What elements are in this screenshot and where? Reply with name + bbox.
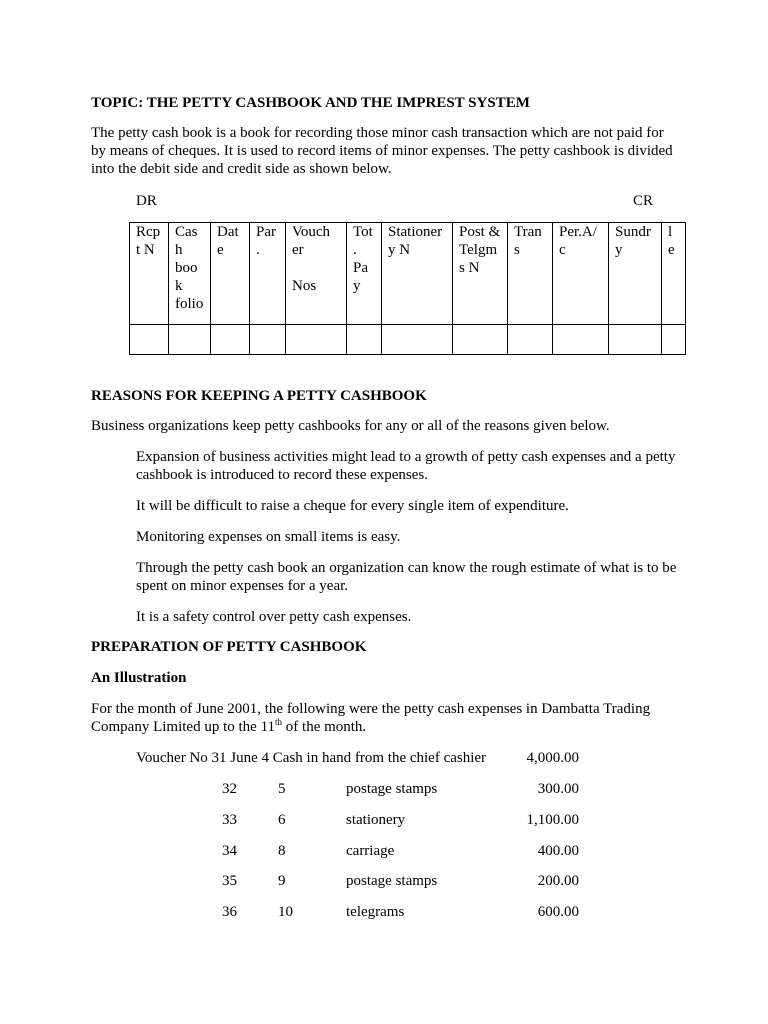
ordinal-suffix: th bbox=[275, 717, 283, 727]
header-line: Tran bbox=[514, 224, 542, 240]
table-cell bbox=[453, 325, 508, 355]
table-header-cell bbox=[286, 223, 347, 325]
header-line: Nos bbox=[292, 278, 317, 294]
table-header-row bbox=[130, 223, 686, 325]
illustration-paragraph bbox=[91, 700, 681, 736]
header-line: . bbox=[256, 242, 260, 258]
reason-item: It is a safety control over petty cash expenses. bbox=[136, 609, 412, 625]
voucher-day: 8 bbox=[278, 843, 286, 859]
preparation-heading: PREPARATION OF PETTY CASHBOOK bbox=[91, 639, 367, 655]
header-line: Rcp bbox=[136, 224, 161, 240]
header-line: h bbox=[175, 242, 183, 258]
table-header-cell bbox=[609, 223, 662, 325]
table-cell bbox=[508, 325, 553, 355]
intro-paragraph: The petty cash book is a book for recording those minor cash transaction which are not paid for by means of cheques. It is used to record items of minor expenses. The petty cashbook is divided into the debit side and credit side as shown below. bbox=[91, 125, 673, 177]
table-header-cell bbox=[453, 223, 508, 325]
table-header-cell bbox=[662, 223, 686, 325]
header-line: l bbox=[668, 224, 673, 240]
voucher-first-text: Voucher No 31 June 4 Cash in hand from the chief cashier bbox=[136, 750, 487, 766]
header-line: y N bbox=[388, 242, 411, 258]
table-header-cell bbox=[553, 223, 609, 325]
header-line: Cas bbox=[175, 224, 198, 240]
voucher-number: 35 bbox=[222, 873, 237, 889]
header-line: e bbox=[668, 242, 675, 258]
reason-item: Expansion of business activities might lead to a growth of petty cash expenses and a petty cashbook is introduced to record these expenses. bbox=[136, 449, 676, 483]
reason-item: It will be difficult to raise a cheque for every single item of expenditure. bbox=[136, 498, 569, 514]
header-line: s N bbox=[459, 260, 480, 276]
header-line: er bbox=[292, 242, 304, 258]
voucher-number: 34 bbox=[222, 843, 237, 859]
table-cell bbox=[250, 325, 286, 355]
header-line: y bbox=[353, 278, 361, 294]
voucher-day: 9 bbox=[278, 873, 286, 889]
table-cell bbox=[347, 325, 382, 355]
header-line: Stationer bbox=[388, 224, 443, 240]
header-line: Post & bbox=[459, 224, 501, 240]
reason-item: Monitoring expenses on small items is easy. bbox=[136, 529, 401, 545]
header-line: Par bbox=[256, 224, 276, 240]
header-line: Telgm bbox=[459, 242, 498, 258]
table-header-cell bbox=[169, 223, 211, 325]
dr-label: DR bbox=[136, 193, 157, 209]
table-cell bbox=[662, 325, 686, 355]
table-header-cell bbox=[250, 223, 286, 325]
voucher-day: 5 bbox=[278, 781, 286, 797]
header-line: folio bbox=[175, 296, 204, 312]
header-line: Tot bbox=[353, 224, 373, 240]
petty-cashbook-table bbox=[129, 222, 686, 355]
table-cell bbox=[609, 325, 662, 355]
reason-item: Through the petty cash book an organization can know the rough estimate of what is to be spent on minor expenses for a year. bbox=[136, 560, 677, 594]
illustration-text: For the month of June 2001, the following were the petty cash expenses in Dambatta Trading Company Limited up to the 11 bbox=[91, 701, 651, 735]
voucher-item: carriage bbox=[346, 843, 395, 859]
voucher-number: 36 bbox=[222, 904, 237, 920]
header-line: Per.A/ bbox=[559, 224, 597, 240]
header-line: y bbox=[615, 242, 623, 258]
header-line: Dat bbox=[217, 224, 239, 240]
voucher-item: stationery bbox=[346, 812, 406, 828]
voucher-day: 6 bbox=[278, 812, 286, 828]
table-cell bbox=[553, 325, 609, 355]
voucher-amount: 200.00 bbox=[537, 873, 579, 889]
voucher-amount: 300.00 bbox=[537, 781, 579, 797]
header-line: e bbox=[217, 242, 224, 258]
header-line: Sundr bbox=[615, 224, 651, 240]
header-line: t N bbox=[136, 242, 155, 258]
illustration-heading: An Illustration bbox=[91, 670, 187, 686]
table-cell bbox=[130, 325, 169, 355]
voucher-item: telegrams bbox=[346, 904, 405, 920]
voucher-first-amount: 4,000.00 bbox=[526, 750, 579, 766]
illustration-text-end: of the month. bbox=[282, 719, 367, 735]
voucher-number: 32 bbox=[222, 781, 237, 797]
voucher-amount: 400.00 bbox=[537, 843, 579, 859]
header-line: k bbox=[175, 278, 183, 294]
reasons-intro: Business organizations keep petty cashbooks for any or all of the reasons given below. bbox=[91, 418, 610, 434]
table-header-cell bbox=[130, 223, 169, 325]
table-header-cell bbox=[347, 223, 382, 325]
voucher-amount: 600.00 bbox=[537, 904, 579, 920]
table-header-cell bbox=[508, 223, 553, 325]
table-cell bbox=[286, 325, 347, 355]
table-cell bbox=[382, 325, 453, 355]
voucher-amount: 1,100.00 bbox=[526, 812, 579, 828]
reasons-heading: REASONS FOR KEEPING A PETTY CASHBOOK bbox=[91, 388, 427, 404]
header-line: . bbox=[353, 242, 357, 258]
voucher-item: postage stamps bbox=[346, 781, 438, 797]
table-header-cell bbox=[211, 223, 250, 325]
page-title: TOPIC: THE PETTY CASHBOOK AND THE IMPREST SYSTEM bbox=[91, 95, 530, 111]
voucher-day: 10 bbox=[278, 904, 293, 920]
header-line: c bbox=[559, 242, 566, 258]
voucher-number: 33 bbox=[222, 812, 237, 828]
table-header-cell bbox=[382, 223, 453, 325]
table-empty-row bbox=[130, 325, 686, 355]
voucher-item: postage stamps bbox=[346, 873, 438, 889]
cr-label: CR bbox=[633, 193, 654, 209]
header-line bbox=[292, 259, 346, 277]
header-line: Pa bbox=[353, 260, 368, 276]
header-line: s bbox=[514, 242, 520, 258]
header-line: boo bbox=[175, 260, 198, 276]
table-cell bbox=[169, 325, 211, 355]
header-line: Vouch bbox=[292, 224, 331, 240]
table-cell bbox=[211, 325, 250, 355]
